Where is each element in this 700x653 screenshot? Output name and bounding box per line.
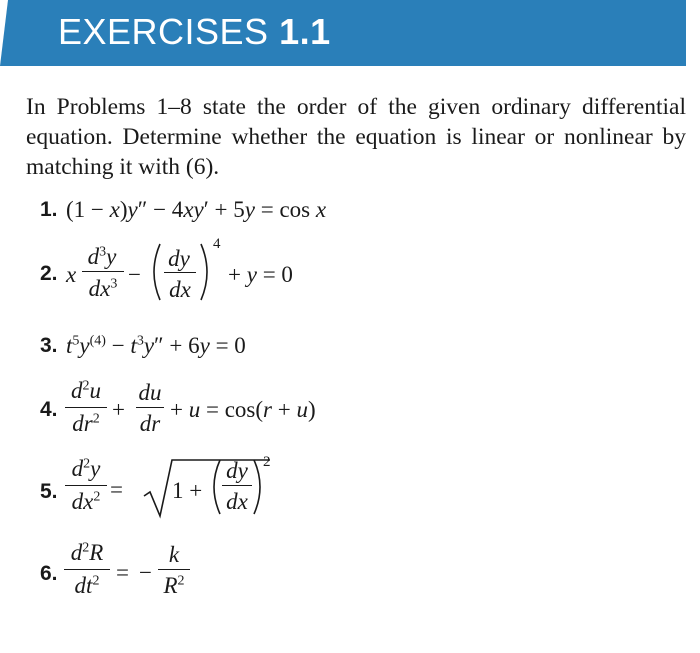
problem-number: 4. [40, 398, 58, 421]
problem-number: 3. [40, 334, 58, 357]
problem-number: 5. [40, 480, 58, 503]
fraction-bar [65, 407, 107, 408]
fraction-bar [164, 272, 196, 273]
exponent: 2 [263, 454, 271, 470]
fraction-denominator: $R^2$ [163, 573, 185, 598]
fraction-numerator: $d^2u$ [71, 378, 101, 403]
fraction-numerator: dy [226, 458, 248, 483]
left-paren-icon [148, 242, 162, 302]
instructions-paragraph [26, 92, 690, 182]
fraction-bar [158, 569, 190, 570]
fraction-bar [136, 407, 164, 408]
fraction-bar [82, 271, 124, 272]
fraction-denominator: $dx^2$ [71, 489, 101, 514]
fraction-bar [222, 485, 252, 486]
equation-term: 1 + [172, 478, 203, 503]
fraction-bar [65, 485, 107, 486]
fraction-denominator: $dt^2$ [74, 573, 100, 598]
section-title [58, 11, 331, 53]
fraction-numerator: k [168, 542, 180, 567]
instructions-line-3: matching it with (6). [26, 154, 220, 180]
fraction-denominator: $dr^2$ [72, 411, 100, 436]
fraction-numerator: $d^2R$ [70, 540, 104, 565]
fraction-denominator: dx [226, 489, 248, 514]
problem-equation: $t^5y^{(4)} - t^3y'' + 6y = 0$ [66, 333, 246, 358]
equation-term: + [112, 397, 125, 422]
equation-term: x [66, 262, 77, 287]
fraction-numerator: $d^2y$ [71, 456, 101, 481]
equation-term: + u = cos(r + u) [170, 397, 316, 422]
problem-number: 2. [40, 262, 58, 285]
fraction-numerator: du [138, 380, 162, 405]
fraction-denominator: dr [139, 411, 161, 436]
instructions-line-2: equation. Determine whether the equation is linear or nonlinear by [26, 124, 686, 150]
fraction-bar [64, 569, 110, 570]
equation-term: = [116, 560, 129, 585]
fraction-denominator: $dx^3$ [88, 276, 118, 301]
equation-term: + y = 0 [228, 262, 293, 287]
exponent: 4 [213, 236, 221, 252]
right-paren-icon [199, 242, 213, 302]
fraction-numerator: dy [168, 246, 190, 271]
equation-term: − [128, 262, 141, 287]
equation-term: − [139, 560, 152, 585]
section-number: 1.1 [279, 11, 331, 52]
fraction-numerator: $d^3y$ [87, 244, 117, 269]
instructions-line-1: In Problems 1–8 state the order of the given ordinary differential [26, 94, 686, 120]
problem-equation: (1 − x)y″ − 4xy′ + 5y = cos x [66, 197, 327, 222]
equation-term: = [110, 477, 123, 502]
section-title-word: EXERCISES [58, 11, 269, 52]
fraction-denominator: dx [169, 277, 191, 302]
problem-number: 1. [40, 198, 58, 221]
problem-number: 6. [40, 562, 58, 585]
